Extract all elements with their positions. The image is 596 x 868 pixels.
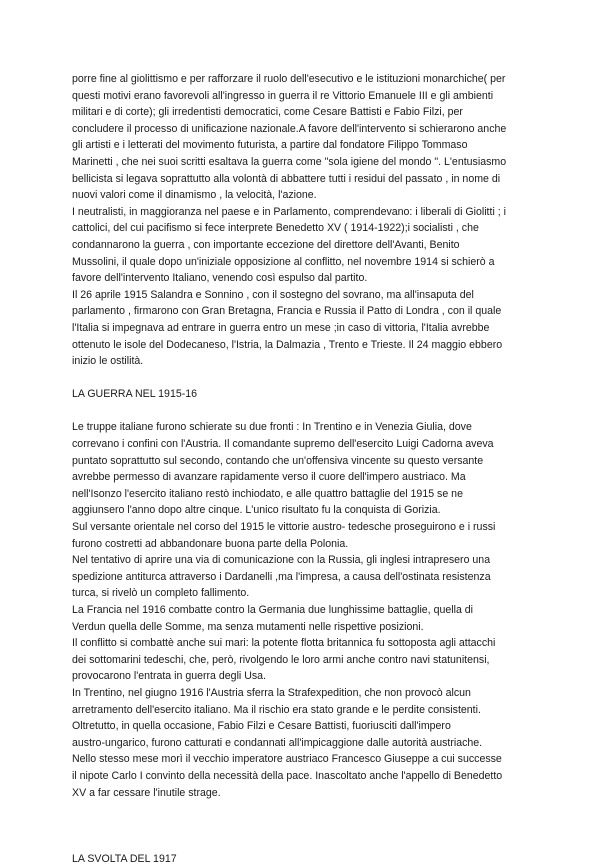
spacer bbox=[72, 801, 534, 818]
spacer bbox=[72, 370, 534, 387]
text-line: Il conflitto si combattè anche sui mari: la potente flotta britannica fu sottoposta agli attacchi bbox=[72, 637, 496, 650]
text-line: Verdun quella delle Somme, ma senza mutamenti nelle rispettive posizioni. bbox=[72, 620, 424, 633]
text-line: avrebbe permesso di avanzare rapidamente verso il cuore dell'impero austriaco. Ma bbox=[72, 471, 466, 484]
text-line: Le truppe italiane furono schierate su due fronti : In Trentino e in Venezia Giulia, dove bbox=[72, 421, 472, 434]
text-line: turca, si rivelò un completo fallimento. bbox=[72, 587, 250, 600]
text-line: puntato soprattutto sul secondo, contando che un'offensiva vincente su questo versante bbox=[72, 454, 484, 467]
spacer bbox=[72, 818, 534, 835]
text-line: nuovi valori come il dinamismo , la velocità, l'azione. bbox=[72, 189, 317, 202]
text-line: cattolici, del cui pacifismo si fece interprete Benedetto XV ( 1914-1922);i socialisti , che bbox=[72, 222, 479, 235]
section-heading-1915-16: LA GUERRA NEL 1915-16 bbox=[72, 388, 198, 401]
text-line: Marinetti , che nei suoi scritti esaltava la guerra come "sola igiene del mondo ". L'entusiasmo bbox=[72, 155, 507, 168]
text-line: Mussolini, il quale dopo un'iniziale opposizione al conflitto, nel novembre 1914 si schierò a bbox=[72, 255, 495, 268]
section-heading-1917: LA SVOLTA DEL 1917 bbox=[72, 852, 177, 865]
paragraph-intervention-and-neutrality bbox=[72, 71, 534, 370]
text-line: nell'Isonzo l'esercito italiano restò inchiodato, e alle quattro battaglie del 1915 se ne bbox=[72, 487, 463, 500]
text-line: militari e di corte); gli irredentisti democratici, come Cesare Battisti e Fabio Filzi, per bbox=[72, 106, 463, 119]
text-line: gli artisti e i letterati del movimento futurista, a partire dal fondatore Filippo Tommaso bbox=[72, 139, 468, 152]
text-line: furono costretti ad abbandonare buona parte della Polonia. bbox=[72, 537, 349, 550]
text-line: Nello stesso mese morì il vecchio imperatore austriaco Francesco Giuseppe a cui successe bbox=[72, 753, 502, 766]
text-line: aggiunsero l'anno dopo altre cinque. L'unico risultato fu la conquista di Gorizia. bbox=[72, 504, 441, 517]
text-line: favore dell'intervento Italiano, venendo così espulso dal partito. bbox=[72, 272, 368, 285]
text-line: La Francia nel 1916 combatte contro la Germania due lunghissime battaglie, quella di bbox=[72, 604, 474, 616]
paragraph-war-1915-16 bbox=[72, 419, 534, 801]
text-line: Sul versante orientale nel corso del 1915 le vittorie austro- tedesche proseguirono e i russi bbox=[72, 521, 496, 534]
text-line: austro-ungarico, furono catturati e condannati all'impicaggione dalle autorità austriache. bbox=[72, 736, 483, 749]
text-line: arretramento dell'esercito italiano. Ma il rischio era stato grande e le perdite consistenti. bbox=[72, 703, 481, 716]
text-line: concludere il processo di unificazione nazionale.A favore dell'intervento si schierarono anche bbox=[72, 122, 507, 135]
text-line: Il 26 aprile 1915 Salandra e Sonnino , con il sostegno del sovrano, ma all'insaputa del bbox=[72, 288, 474, 301]
text-line: XV a far cessare l'inutile strage. bbox=[72, 786, 221, 799]
text-line: bellicista si legava soprattutto alla volontà di abbattere tutti i residui del passato , in nome di bbox=[72, 172, 501, 185]
text-line: I neutralisti, in maggioranza nel paese e in Parlamento, comprendevano: i liberali di Giolitti ; i bbox=[72, 205, 506, 218]
document-body bbox=[72, 71, 534, 868]
text-line: correvano i confini con l'Austria. Il comandante supremo dell'esercito Luigi Cadorna aveva bbox=[72, 438, 494, 451]
text-line: provocarono l'entrata in guerra degli Usa. bbox=[72, 670, 266, 683]
spacer bbox=[72, 834, 534, 851]
text-line: inizio le ostilità. bbox=[72, 355, 144, 368]
text-line: questi motivi erano favorevoli all'ingresso in guerra il re Vittorio Emanuele III e gli ambienti bbox=[72, 89, 494, 102]
text-line: porre fine al giolittismo e per rafforzare il ruolo dell'esecutivo e le istituzioni monarchiche( per bbox=[72, 73, 506, 85]
text-line: Oltretutto, in quella occasione, Fabio Filzi e Cesare Battisti, fuoriusciti dall'impero bbox=[72, 720, 451, 733]
text-line: parlamento , firmarono con Gran Bretagna, Francia e Russia il Patto di Londra , con il quale bbox=[72, 305, 502, 318]
text-line: ottenuto le isole del Dodecaneso, l'Istria, la Dalmazia , Trento e Trieste. Il 24 maggio ebbero bbox=[72, 338, 503, 351]
text-line: il nipote Carlo I convinto della necessità della pace. Inascoltato anche l'appello di Benedetto bbox=[72, 769, 503, 782]
text-line: In Trentino, nel giugno 1916 l'Austria sferra la Strafexpedition, che non provocò alcun bbox=[72, 686, 471, 699]
text-line: dei sottomarini tedeschi, che, però, rivolgendo le loro armi anche contro navi statunitensi, bbox=[72, 653, 490, 666]
spacer bbox=[72, 403, 534, 420]
text-line: Nel tentativo di aprire una via di comunicazione con la Russia, gli inglesi intrapresero una bbox=[72, 554, 491, 567]
text-line: spedizione antiturca attraverso i Dardanelli ,ma l'impresa, a causa dell'ostinata resistenza bbox=[72, 570, 491, 583]
text-line: l'Italia si impegnava ad entrare in guerra entro un mese ;in caso di vittoria, l'Italia avrebbe bbox=[72, 321, 490, 334]
text-line: condannarono la guerra , con importante eccezione del direttore dell'Avanti, Benito bbox=[72, 238, 460, 251]
